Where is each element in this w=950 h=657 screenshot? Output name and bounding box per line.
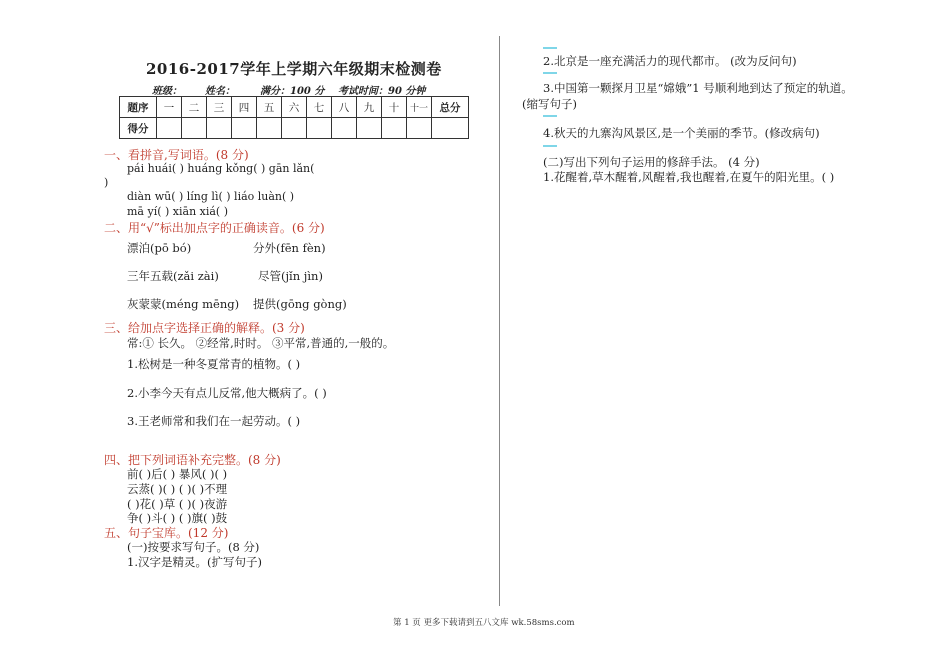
section-1-line-1: pái huái( ) huáng kǒng( ) gān lǎn( xyxy=(127,162,315,175)
section-2-item: 灰蒙蒙(méng mēng) xyxy=(127,297,240,311)
score-cell: 八 xyxy=(332,97,357,118)
section-3-title: 三、给加点字选择正确的解释。(3 分) xyxy=(104,321,305,335)
score-table-header-row xyxy=(120,97,469,118)
section-4-line: 前( )后( ) 暴风( )( ) xyxy=(127,467,228,481)
section-3-question: 1.松树是一种冬夏常青的植物。( ) xyxy=(127,357,301,371)
score-input-cell[interactable] xyxy=(332,118,357,139)
section-2-item: 漂泊(pō bó) xyxy=(127,241,192,255)
score-cell: 题序 xyxy=(120,97,157,118)
section-2-item: 提供(gōng gòng) xyxy=(253,297,347,311)
section-3-question: 2.小李今天有点儿反常,他大概病了。( ) xyxy=(127,386,327,400)
answer-dash xyxy=(543,145,557,147)
section-3-definitions: 常:① 长久。 ②经常,时时。 ③平常,普通的,一般的。 xyxy=(127,336,395,350)
section-2-title: 二、用“√”标出加点字的正确读音。(6 分) xyxy=(104,221,325,235)
section-4-line: 云蒸( )( ) ( )( )不理 xyxy=(127,482,228,496)
score-input-cell[interactable] xyxy=(232,118,257,139)
section-5-title: 五、句子宝库。(12 分) xyxy=(104,526,229,540)
right-question-3-note: (缩写句子) xyxy=(522,97,577,111)
score-cell: 二 xyxy=(182,97,207,118)
score-input-cell[interactable] xyxy=(282,118,307,139)
section-4-line: 争( )斗( ) ( )旗( )鼓 xyxy=(127,511,228,525)
section-3-question: 3.王老师常和我们在一起劳动。( ) xyxy=(127,414,301,428)
section-2-item: 三年五载(zǎi zài) xyxy=(127,269,219,283)
class-label: 班级： xyxy=(152,86,182,97)
score-input-cell[interactable] xyxy=(257,118,282,139)
score-input-cell[interactable] xyxy=(182,118,207,139)
score-cell: 十一 xyxy=(407,97,432,118)
section-4-title: 四、把下列词语补充完整。(8 分) xyxy=(104,453,281,467)
page-title: 2016-2017学年上学期六年级期末检测卷 xyxy=(146,60,442,78)
score-cell: 九 xyxy=(357,97,382,118)
score-cell: 十 xyxy=(382,97,407,118)
right-subsection-2: (二)写出下列句子运用的修辞手法。 (4 分) xyxy=(543,155,760,169)
right-question-3: 3.中国第一颗探月卫星“嫦娥”1 号顺利地到达了预定的轨道。 xyxy=(543,81,853,95)
answer-dash xyxy=(543,72,557,74)
answer-dash xyxy=(543,47,557,49)
answer-dash xyxy=(543,115,557,117)
column-divider xyxy=(499,36,500,606)
section-5-subtitle: (一)按要求写句子。(8 分) xyxy=(127,540,260,554)
right-question-2: 2.北京是一座充满活力的现代都市。 (改为反问句) xyxy=(543,54,797,68)
score-cell: 七 xyxy=(307,97,332,118)
score-table xyxy=(119,96,469,139)
page-footer: 第 1 页 更多下载请到五八文库 wk.58sms.com xyxy=(393,618,575,628)
full-score-label: 满分：100 分 xyxy=(260,86,325,97)
score-cell: 一 xyxy=(157,97,182,118)
score-cell: 六 xyxy=(282,97,307,118)
right-subsection-2-question: 1.花醒着,草木醒着,风醒着,我也醒着,在夏午的阳光里。( ) xyxy=(543,170,835,184)
score-cell: 四 xyxy=(232,97,257,118)
section-1-line-1-cont: ) xyxy=(104,176,109,189)
score-input-cell[interactable] xyxy=(307,118,332,139)
score-input-cell[interactable] xyxy=(157,118,182,139)
right-question-4: 4.秋天的九寨沟风景区,是一个美丽的季节。(修改病句) xyxy=(543,126,820,140)
score-input-cell[interactable] xyxy=(382,118,407,139)
score-table-score-row xyxy=(120,118,469,139)
score-input-cell[interactable] xyxy=(207,118,232,139)
score-cell: 三 xyxy=(207,97,232,118)
section-4-line: ( )花( )草 ( )( )夜游 xyxy=(127,497,228,511)
exam-time-label: 考试时间：90 分钟 xyxy=(338,86,426,97)
section-5-question: 1.汉字是精灵。(扩写句子) xyxy=(127,555,262,569)
score-input-cell[interactable] xyxy=(357,118,382,139)
score-cell: 五 xyxy=(257,97,282,118)
section-1-line-3: mā yí( ) xiān xiá( ) xyxy=(127,205,229,218)
score-input-cell[interactable] xyxy=(432,118,469,139)
score-row-label: 得分 xyxy=(120,118,157,139)
section-1-title: 一、看拼音,写词语。(8 分) xyxy=(104,148,249,162)
name-label: 姓名： xyxy=(205,86,235,97)
section-2-item: 分外(fēn fèn) xyxy=(253,241,326,255)
section-1-line-2: diàn wū( ) líng lì( ) liáo luàn( ) xyxy=(127,190,295,203)
section-2-item: 尽管(jǐn jìn) xyxy=(258,269,323,283)
score-cell: 总分 xyxy=(432,97,469,118)
score-input-cell[interactable] xyxy=(407,118,432,139)
